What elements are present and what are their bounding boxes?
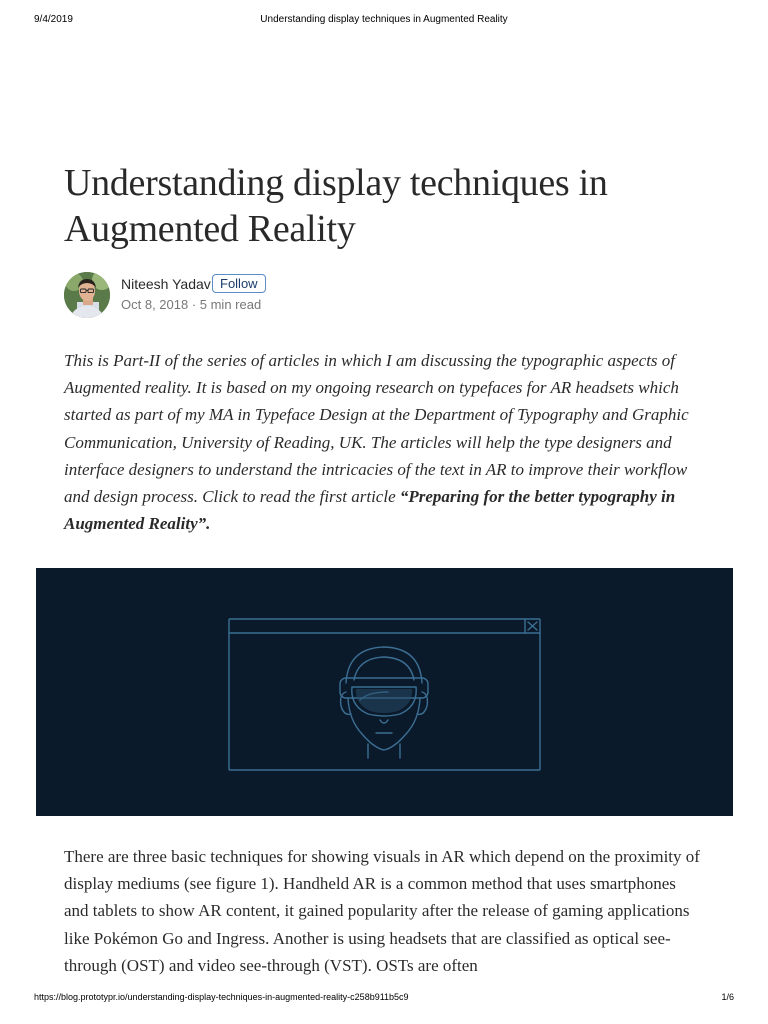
article-body-paragraph: There are three basic techniques for showing visuals in AR which depend on the proximity of display mediums (see figure 1). Handheld AR is a common method that uses smartphones and tablets to show AR content, it gained popularity after the release of gaming applications like Pokémon Go and Ingress. Another is using headsets that are classified as optical see-through (OST) and video see-through (VST). OSTs are often [64, 847, 700, 975]
hero-image [36, 568, 733, 816]
ar-headset-face-icon [36, 568, 733, 816]
print-page-number: 1/6 [721, 992, 734, 1002]
follow-button[interactable]: Follow [212, 274, 266, 293]
article-title: Understanding display techniques in Augmented Reality [64, 162, 608, 250]
article-intro [64, 347, 714, 537]
avatar[interactable] [64, 272, 110, 318]
intro-text: This is Part-II of the series of articles in which I am discussing the typographic aspects of Augmented reality. It is based on my ongoing research on typefaces for AR headsets which started as part of my MA in Typeface Design at the Department of Typography and Graphic Communication, University of Reading, UK. The articles will help the type designers and interface designers to understand the intricacies of the text in AR to improve their workflow and design process. Click to read the first article [64, 351, 689, 507]
author-name[interactable]: Niteesh Yadav [121, 276, 211, 292]
byline [64, 272, 464, 320]
print-date: 9/4/2019 [34, 14, 73, 25]
first-article-link[interactable]: “Preparing for the better typography in Augmented Reality”. [64, 487, 676, 534]
print-url: https://blog.prototypr.io/understanding-display-techniques-in-augmented-reality-c258b911b5c9 [34, 992, 409, 1002]
print-title: Understanding display techniques in Augmented Reality [260, 14, 508, 25]
article-meta: Oct 8, 2018 · 5 min read [121, 297, 262, 312]
